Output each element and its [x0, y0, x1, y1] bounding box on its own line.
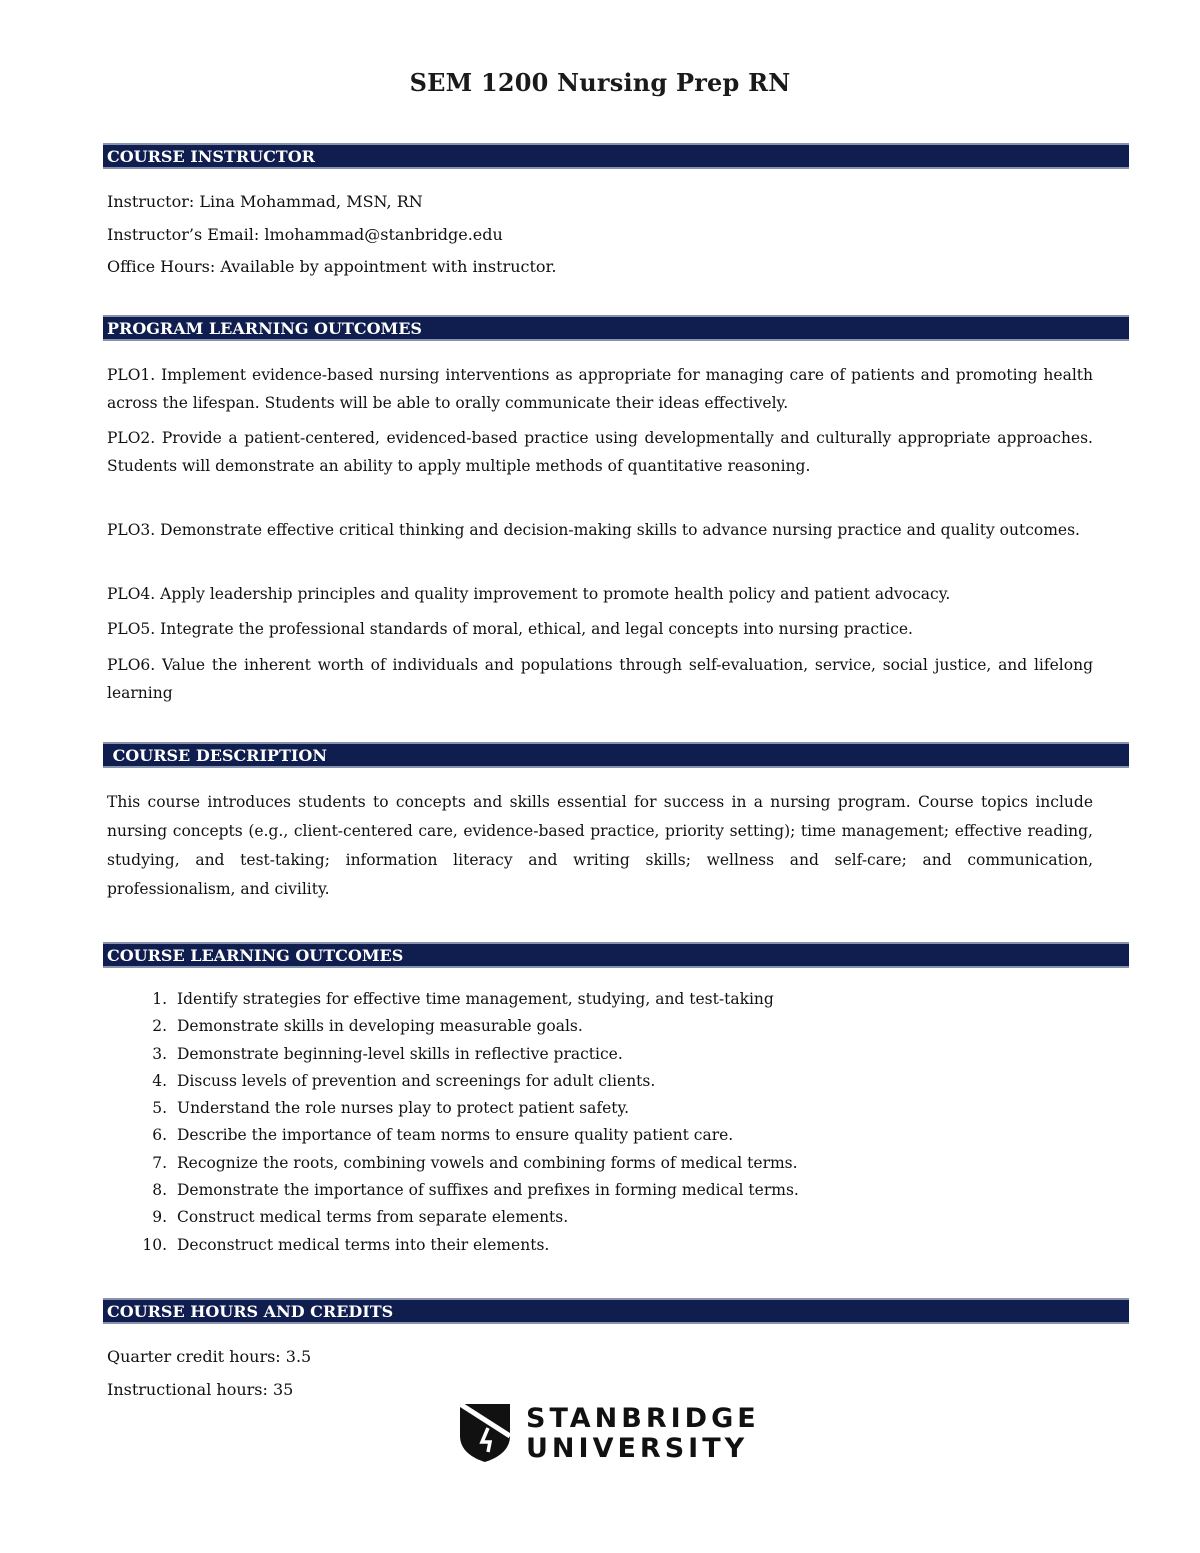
section-header-description [103, 742, 1129, 768]
list-number: 2. [152, 1017, 167, 1036]
section-heading: COURSE HOURS AND CREDITS [107, 1302, 394, 1321]
list-text: Demonstrate beginning-level skills in reflective practice. [177, 1044, 623, 1063]
course-learning-outcomes-list [107, 986, 1093, 1259]
list-text: Demonstrate the importance of suffixes and prefixes in forming medical terms. [177, 1181, 799, 1200]
list-item [107, 1041, 1093, 1068]
list-number: 4. [152, 1071, 167, 1090]
section-header-instructor [103, 143, 1129, 169]
course-description-text: This course introduces students to concepts and skills essential for success in a nursing program. Course topics include nursing concepts (e.g., client-centered care, evidence-based practice, priority setting); time management; effective reading, studying, and test-taking; information literacy and writing skills; wellness and self-care; and communication, professionalism, and civility. [107, 793, 1093, 898]
list-item [107, 1095, 1093, 1122]
list-text: Identify strategies for effective time management, studying, and test-taking [177, 990, 774, 1008]
stanbridge-logo [458, 1402, 758, 1464]
list-text: Recognize the roots, combining vowels and combining forms of medical terms. [177, 1153, 798, 1172]
list-text: Deconstruct medical terms into their elements. [177, 1235, 550, 1254]
plo-item-6: PLO6. Value the inherent worth of individuals and populations through self-evaluation, service, social justice, and lifelong learning [107, 656, 1093, 702]
logo-line-1: STANBRIDGE [526, 1403, 760, 1434]
document-title: SEM 1200 Nursing Prep RN [409, 68, 791, 97]
section-heading: PROGRAM LEARNING OUTCOMES [107, 319, 422, 338]
section-header-clo [103, 942, 1129, 968]
section-header-plo [103, 315, 1129, 341]
list-text: Discuss levels of prevention and screenings for adult clients. [177, 1071, 656, 1090]
plo-item-1: PLO1. Implement evidence-based nursing interventions as appropriate for managing care of patients and promoting health across the lifespan. Students will be able to orally communicate their ideas effectively. [107, 366, 1093, 412]
section-heading: COURSE INSTRUCTOR [107, 147, 315, 166]
list-item [107, 1232, 1093, 1259]
list-text: Describe the importance of team norms to ensure quality patient care. [177, 1126, 734, 1145]
list-item [107, 1013, 1093, 1040]
section-heading: COURSE LEARNING OUTCOMES [107, 946, 404, 965]
list-item [107, 1122, 1093, 1149]
plo-item-2: PLO2. Provide a patient-centered, evidenced-based practice using developmentally and culturally appropriate approaches. Students will demonstrate an ability to apply multiple methods of quantitative reasoning. [107, 429, 1093, 475]
list-number: 3. [152, 1044, 167, 1063]
list-text: Construct medical terms from separate elements. [177, 1208, 569, 1227]
stanbridge-shield-logo-icon [458, 1402, 512, 1464]
list-number: 10. [142, 1235, 167, 1254]
list-item [107, 986, 1093, 1013]
plo-item-4: PLO4. Apply leadership principles and quality improvement to promote health policy and patient advocacy. [107, 585, 951, 603]
list-number: 5. [152, 1099, 167, 1118]
instructional-hours: Instructional hours: 35 [107, 1380, 294, 1399]
section-heading: COURSE DESCRIPTION [107, 746, 327, 765]
list-text: Demonstrate skills in developing measurable goals. [177, 1017, 583, 1036]
list-item [107, 1177, 1093, 1204]
list-number: 8. [152, 1181, 167, 1200]
list-number: 1. [152, 990, 167, 1008]
list-number: 9. [152, 1208, 167, 1227]
list-item [107, 1150, 1093, 1177]
logo-line-2: UNIVERSITY [526, 1433, 749, 1464]
list-text: Understand the role nurses play to protect patient safety. [177, 1099, 630, 1118]
plo-item-3: PLO3. Demonstrate effective critical thinking and decision-making skills to advance nursing practice and quality outcomes. [107, 521, 1080, 539]
list-number: 6. [152, 1126, 167, 1145]
instructor-email: Instructor’s Email: lmohammad@stanbridge.edu [107, 225, 503, 244]
list-item [107, 1204, 1093, 1231]
instructor-name: Instructor: Lina Mohammad, MSN, RN [107, 192, 423, 211]
office-hours: Office Hours: Available by appointment with instructor. [107, 257, 557, 276]
quarter-credit-hours: Quarter credit hours: 3.5 [107, 1347, 312, 1366]
section-header-hours [103, 1298, 1129, 1324]
list-number: 7. [152, 1153, 167, 1172]
plo-item-5: PLO5. Integrate the professional standards of moral, ethical, and legal concepts into nursing practice. [107, 620, 913, 638]
list-item [107, 1068, 1093, 1095]
